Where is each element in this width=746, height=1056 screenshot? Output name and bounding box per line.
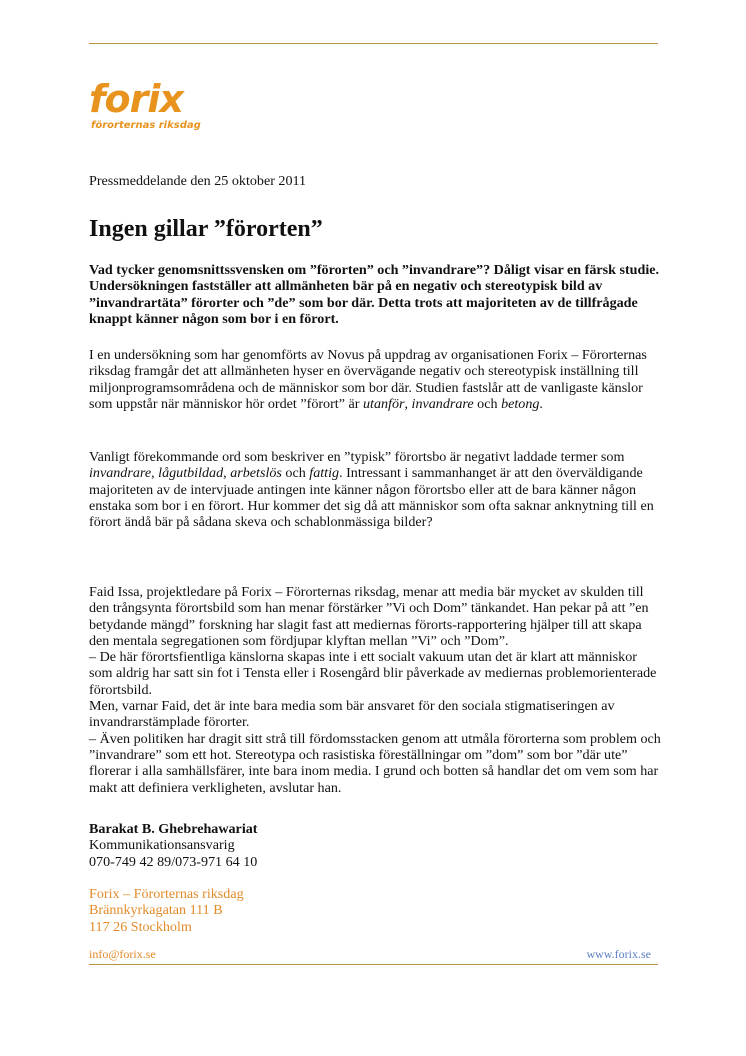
- p1-text: I en undersökning som har genomförts av Novus på uppdrag av organisationen Forix – Förorternas riksdag framgår det att allmänheten hyser en övervägande negativ och stereotypisk inställning till miljonprogramsområdena och de människor som bor där. Studien fastslår att de vanligaste känslor som uppstår när människor hör ordet ”förort” är: [89, 347, 647, 412]
- p1-end: .: [539, 395, 543, 412]
- header-rule: [89, 43, 658, 44]
- p2-emphasis-3: arbetslös: [230, 465, 282, 482]
- p1-sep-1: ,: [404, 395, 412, 412]
- p1-emphasis-2: invandrare: [411, 395, 474, 412]
- logo-tagline: förorternas riksdag: [91, 120, 201, 131]
- footer-website-link[interactable]: www.forix.se: [586, 947, 651, 961]
- body-paragraph-3: [89, 584, 661, 796]
- body-paragraph-1: [89, 347, 661, 412]
- p3-line-1: Faid Issa, projektledare på Forix – Förorternas riksdag, menar att media bär mycket av skulden till den trångsynta förortsbild som han menar förstärker ”Vi och Dom” tänkandet. Han pekar på att ”en betydande mängd” forskning har slagit fast att mediernas förorts-rapportering hjälper till att skapa den mentala segregationen som fördjupar klyftan mellan ”Vi” och ”Dom”.: [89, 584, 649, 649]
- p2-emphasis-2: lågutbildad: [158, 465, 224, 482]
- footer-email-link[interactable]: info@forix.se: [89, 947, 156, 961]
- page-title: Ingen gillar ”förorten”: [89, 216, 323, 242]
- signature-block: [89, 821, 661, 870]
- p2-emphasis-4: fattig: [309, 465, 340, 482]
- p3-line-3: Men, varnar Faid, det är inte bara media som bär ansvaret för den sociala stigmatiseringen av invandrarstämplade förorter.: [89, 698, 615, 731]
- body-paragraph-2: [89, 449, 661, 530]
- address-street: Brännkyrkagatan 111 B: [89, 902, 223, 919]
- signature-name: Barakat B. Ghebrehawariat: [89, 821, 258, 837]
- footer-rule: [89, 964, 658, 965]
- p3-line-4: – Även politiken har dragit sitt strå till fördomsstacken genom att utmåla förorterna som problem och ”invandrare” som ett hot. Stereotypa och rasistiska föreställningar om ”dom” som bor ”där ute” florerar i alla samhällsfärer, inte bara inom media. I grund och botten så handlar det om vem som har makt att definiera verkligheten, avslutar han.: [89, 730, 661, 796]
- signature-phone: 070-749 42 89/073-971 64 10: [89, 853, 258, 870]
- press-release-date: Pressmeddelande den 25 oktober 2011: [89, 173, 307, 189]
- forix-logo: [89, 77, 217, 136]
- address-block: [89, 886, 661, 935]
- p2-text: Vanligt förekommande ord som beskriver en ”typisk” förortsbo är negativt laddade termer som: [89, 449, 625, 465]
- p1-emphasis-3: betong: [501, 395, 540, 412]
- p2-rest: . Intressant i sammanhanget är att den överväldigande majoriteten av de intervjuade antingen inte känner någon förortsbo eller att de bara känner någon enstaka som bor i en förort. Hur kommer det sig då att människor som ofta saknar anknytning till en förort ändå bär på sådana skeva och schablonmässiga bilder?: [89, 465, 654, 531]
- signature-title: Kommunikationsansvarig: [89, 837, 235, 854]
- address-city: 117 26 Stockholm: [89, 918, 192, 935]
- p2-sep-2: ,: [223, 465, 231, 482]
- p2-sep-1: ,: [151, 465, 159, 482]
- p1-sep-2: och: [473, 395, 502, 412]
- logo-wordmark: forix: [89, 77, 183, 121]
- p2-sep-3: och: [281, 465, 310, 482]
- p3-line-2: – De här förortsfientliga känslorna skapas inte i ett socialt vakuum utan det är klart att människor som aldrig har satt sin fot i Tensta eller i Rosengård blir påverkade av mediernas problemorienterade förortsbild.: [89, 649, 657, 698]
- p2-emphasis-1: invandrare: [89, 465, 152, 482]
- address-org: Forix – Förorternas riksdag: [89, 886, 244, 902]
- p1-emphasis-1: utanför: [362, 395, 405, 412]
- lead-paragraph: Vad tycker genomsnittssvensken om ”förorten” och ”invandrare”? Dåligt visar en färsk studie. Undersökningen fastställer att allmänheten bär på en negativ och stereotypisk bild av ”invandrartäta” förorter och ”de” som bor där. Detta trots att majoriteten av de tillfrågade knappt känner någon som bor i en förort.: [89, 262, 660, 327]
